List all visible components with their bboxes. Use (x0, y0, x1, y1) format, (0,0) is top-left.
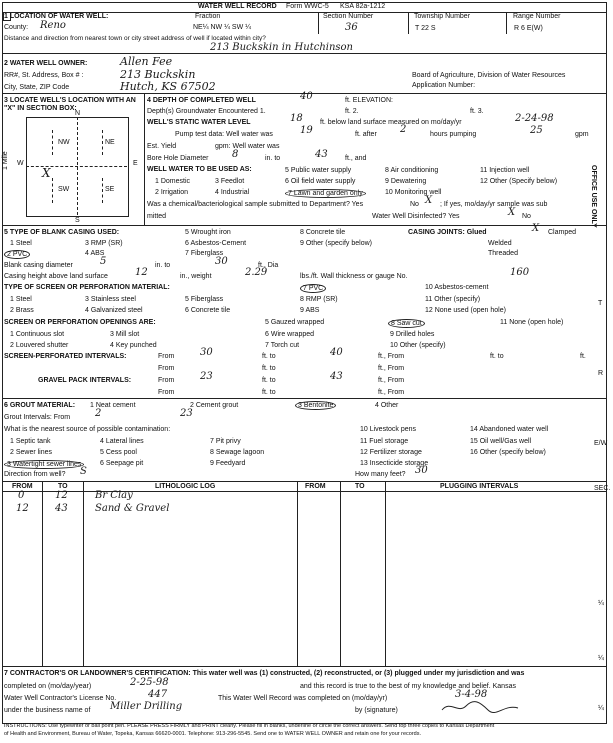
casing-rmp[interactable]: 3 RMP (SR) (85, 240, 123, 247)
screen-other[interactable]: 11 Other (specify) (425, 296, 481, 303)
opening-saw-cut[interactable] (388, 319, 425, 328)
source-cess-pool[interactable]: 5 Cess pool (100, 449, 137, 456)
screen-pvc-circled: 7 PVC (300, 284, 326, 293)
office-ew-mark: E/W (594, 440, 608, 447)
casing-concrete[interactable]: 8 Concrete tile (300, 229, 346, 236)
perf-ft-from-label: ft., From (378, 353, 405, 360)
source-watertight[interactable] (4, 460, 84, 469)
section-number-value: 36 (345, 22, 358, 33)
use-injection[interactable]: 11 Injection well (480, 167, 530, 174)
casing-height-tail: in., weight (180, 273, 212, 280)
screen-brass[interactable]: 2 Brass (10, 307, 34, 314)
casing-joints-label: CASING JOINTS: Glued (408, 229, 487, 236)
north-label: N (75, 110, 81, 117)
range-value: R 6 E(W) (514, 25, 543, 32)
grout-to: 23 (180, 408, 193, 419)
license-label: Water Well Contractor's License No. (4, 695, 117, 702)
casing-steel[interactable]: 1 Steel (10, 240, 32, 247)
perf-ft-to-label-2: ft. to (490, 353, 504, 360)
groundwater-label: Depth(s) Groundwater Encountered 1. (147, 108, 266, 115)
use-industrial[interactable]: 4 Industrial (215, 189, 250, 196)
gravel-from-label: From (158, 377, 175, 384)
city-value: Hutch, KS 67502 (120, 80, 216, 93)
locate-section-label: 3 LOCATE WELL'S LOCATION WITH AN "X" IN SECTION BOX: (4, 97, 136, 112)
use-air-conditioning[interactable]: 8 Air conditioning (385, 167, 439, 174)
address-label: RR#, St. Address, Box # : (4, 72, 84, 79)
grout-neat-cement[interactable]: 1 Neat cement (90, 402, 136, 409)
joints-clamped[interactable]: Clamped (548, 229, 577, 236)
source-fuel[interactable]: 11 Fuel storage (360, 438, 409, 445)
source-abandoned-well[interactable]: 14 Abandoned water well (470, 426, 549, 433)
city-label: City, State, ZIP Code (4, 84, 70, 91)
casing-wrought-iron[interactable]: 5 Wrought iron (185, 229, 231, 236)
how-many-feet-label: How many feet? (355, 471, 406, 478)
use-lawn-garden[interactable] (285, 189, 366, 198)
casing-height: 12 (135, 267, 148, 278)
grout-section-label: 6 GROUT MATERIAL: (4, 402, 76, 409)
perf-from-label: From (158, 353, 175, 360)
screen-galvanized[interactable]: 4 Galvanized steel (85, 307, 143, 314)
office-use-only: OFFICE USE ONLY (590, 165, 597, 228)
log-row-1-to: 12 (55, 490, 68, 501)
opening-gauzed[interactable]: 5 Gauzed wrapped (265, 319, 325, 326)
disinfected-no-mark: X (508, 207, 516, 218)
board-label: Board of Agriculture, Division of Water Resources (412, 72, 566, 79)
completed-tail: and this record is true to the best of my knowledge and belief. Kansas (300, 683, 516, 690)
use-domestic[interactable]: 1 Domestic (155, 178, 191, 185)
bore-in-to-label: in. to (265, 155, 281, 162)
sample-no-label: No (410, 201, 419, 208)
source-pit-privy[interactable]: 7 Pit privy (210, 438, 241, 445)
use-irrigation[interactable]: 2 Irrigation (155, 189, 189, 196)
perf-ft-label: ft. (580, 353, 586, 360)
gravel-from-label-2: From (158, 389, 175, 396)
mile-label: 1 Mile (2, 151, 9, 170)
plugging-intervals-header: PLUGGING INTERVALS (440, 483, 519, 490)
well-location-mark: X (42, 166, 51, 180)
use-other[interactable]: 12 Other (Specify below) (480, 178, 558, 185)
office-sec-mark: SEC. (594, 485, 611, 492)
sample-no-mark: X (425, 195, 433, 206)
signature-label: by (signature) (355, 707, 398, 714)
opening-drilled[interactable]: 9 Drilled holes (390, 331, 435, 338)
grout-intervals-label: Grout Intervals: From (4, 414, 71, 421)
screen-pvc[interactable] (300, 284, 326, 293)
west-label: W (17, 160, 24, 167)
grout-other[interactable]: 4 Other (375, 402, 399, 409)
perf-ft-to-label: ft. to (262, 353, 276, 360)
bore-depth: 43 (315, 149, 328, 160)
county-label: County: (4, 24, 29, 31)
opening-wire[interactable]: 6 Wire wrapped (265, 331, 315, 338)
log-row-2-desc: Sand & Gravel (95, 503, 170, 514)
screen-rmp[interactable]: 8 RMP (SR) (300, 296, 338, 303)
screen-concrete[interactable]: 6 Concrete tile (185, 307, 231, 314)
static-level-date: 2-24-98 (515, 113, 554, 124)
sample-tail-label: ; If yes, mo/day/yr sample was sub (440, 201, 548, 208)
direction-label: Direction from well? (4, 471, 66, 478)
instructions-line-2: of Health and Environment, Bureau of Water, Topeka, Kansas 66620-0001. Telephone: 913-296-5545. Send one to WATER WELL OWNER and retain one for your records. (4, 731, 422, 737)
township-label: Township Number (414, 13, 471, 20)
opening-louvered[interactable]: 2 Louvered shutter (10, 342, 69, 349)
se-label: SE (105, 186, 115, 193)
perf-from: 30 (200, 347, 213, 358)
elevation-label: ft. ELEVATION: (345, 97, 393, 104)
range-label: Range Number (513, 13, 561, 20)
casing-section-label: 5 TYPE OF BLANK CASING USED: (4, 229, 120, 236)
record-completed-date: 3-4-98 (455, 689, 488, 700)
disinfected-label: Water Well Disinfected? Yes (372, 213, 460, 220)
screen-abs[interactable]: 9 ABS (300, 307, 320, 314)
office-r-mark: R (598, 370, 604, 377)
bore-label: Bore Hole Diameter (147, 155, 209, 162)
use-dewatering[interactable]: 9 Dewatering (385, 178, 427, 185)
opening-saw-cut-circled: 8 Saw cut (388, 319, 425, 328)
section-number-label: Section Number (323, 13, 374, 20)
log-row-1-desc: Br Clay (95, 490, 133, 501)
township-value: T 22 S (415, 25, 436, 32)
perf-from-label-2: From (158, 365, 175, 372)
sample-label: Was a chemical/bacteriological sample submitted to Department? Yes (147, 201, 364, 208)
opening-torch[interactable]: 7 Torch cut (265, 342, 300, 349)
source-sewer[interactable]: 2 Sewer lines (10, 449, 53, 456)
pump-test-label: Pump test data: Well water was (175, 131, 273, 138)
opening-key-punched[interactable]: 4 Key punched (110, 342, 157, 349)
source-livestock[interactable]: 10 Livestock pens (360, 426, 417, 433)
casing-fiberglass[interactable]: 7 Fiberglass (185, 250, 224, 257)
bore-diameter: 8 (232, 149, 239, 160)
ne-label: NE (105, 139, 115, 146)
opening-other[interactable]: 10 Other (specify) (390, 342, 446, 349)
pump-after-label: ft. after (355, 131, 377, 138)
owner-name: Allen Fee (120, 55, 173, 68)
casing-diameter-label: Blank casing diameter (4, 262, 73, 269)
business-name: Miller Drilling (110, 701, 183, 712)
source-other[interactable]: 16 Other (specify below) (470, 449, 546, 456)
joints-welded[interactable]: Welded (488, 240, 512, 247)
plug-from-header: FROM (305, 483, 326, 490)
source-seepage[interactable]: 6 Seepage pit (100, 460, 144, 467)
fraction-label: Fraction (195, 13, 221, 20)
form-title: WATER WELL RECORD (198, 3, 277, 10)
completed-date: 2-25-98 (130, 677, 169, 688)
source-lateral[interactable]: 4 Lateral lines (100, 438, 144, 445)
pump-gpm: 25 (530, 125, 543, 136)
pump-level: 19 (300, 125, 313, 136)
casing-diameter-tail: in. to (155, 262, 171, 269)
gravel-ft-from-label-2: ft., From (378, 389, 405, 396)
casing-pvc[interactable] (4, 250, 30, 259)
perf-ft-to-label-3: ft. to (262, 365, 276, 372)
address-value: 213 Buckskin (120, 68, 196, 81)
openings-label: SCREEN OR PERFORATION OPENINGS ARE: (4, 319, 156, 326)
lithologic-log-header: LITHOLOGIC LOG (155, 483, 216, 490)
owner-section-label: 2 WATER WELL OWNER: (4, 60, 88, 67)
perforated-intervals-label: SCREEN-PERFORATED INTERVALS: (4, 353, 127, 360)
joints-threaded[interactable]: Threaded (488, 250, 518, 257)
grout-from: 2 (95, 408, 102, 419)
casing-pvc-circled: 2 PVC (4, 250, 30, 259)
use-oil-field[interactable]: 6 Oil field water supply (285, 178, 356, 185)
signature-scribble (440, 700, 520, 714)
office-quarter-2: ¼ (598, 655, 604, 662)
log-from-header: FROM (12, 483, 33, 490)
record-completed-label: This Water Well Record was completed on (mo/day/yr) (218, 695, 388, 702)
casing-abs[interactable]: 4 ABS (85, 250, 105, 257)
directions-label: Distance and direction from nearest town or city street address of well if located within city? (4, 35, 266, 42)
opening-continuous[interactable]: 1 Continuous slot (10, 331, 65, 338)
log-row-1-from: 0 (18, 490, 25, 501)
perf-to: 40 (330, 347, 343, 358)
use-lawn-garden-circled: 7 Lawn and garden only (285, 189, 366, 198)
casing-other[interactable]: 9 Other (specify below) (300, 240, 372, 247)
gpm-label: gpm (575, 131, 589, 138)
screen-asbestos[interactable]: 10 Asbestos-cement (425, 284, 489, 291)
grout-cement[interactable]: 2 Cement grout (190, 402, 239, 409)
static-level-value: 18 (290, 113, 303, 124)
how-many-feet-value: 30 (415, 465, 428, 476)
statute-ref: KSA 82a-1212 (340, 3, 386, 10)
use-public-supply[interactable]: 5 Public water supply (285, 167, 352, 174)
gravel-ft-from-label: ft., From (378, 377, 405, 384)
application-label: Application Number: (412, 82, 476, 89)
depth-value: 40 (300, 91, 313, 102)
mitted-label: mitted (147, 213, 167, 220)
joints-glued-mark: X (532, 223, 540, 234)
casing-diameter: 5 (100, 256, 107, 267)
grout-bentonite-circled: 3 Bentonite (295, 401, 336, 410)
gravel-pack-label: GRAVEL PACK INTERVALS: (38, 377, 132, 384)
casing-weight: 2.29 (245, 267, 268, 278)
casing-weight-tail: lbs./ft. Wall thickness or gauge No. (300, 273, 408, 280)
groundwater-3-label: ft. 3. (470, 108, 484, 115)
source-oil-gas-well[interactable]: 15 Oil well/Gas well (470, 438, 532, 445)
log-row-2-from: 12 (16, 503, 29, 514)
use-label: WELL WATER TO BE USED AS: (147, 166, 252, 173)
casing-gauge: 160 (510, 267, 530, 278)
license-number: 447 (148, 689, 168, 700)
signature (440, 700, 520, 717)
opening-none[interactable]: 11 None (open hole) (500, 319, 564, 326)
use-feedlot[interactable]: 3 Feedlot (215, 178, 245, 185)
casing-asbestos[interactable]: 6 Asbestos-Cement (185, 240, 247, 247)
screen-stainless[interactable]: 3 Stainless steel (85, 296, 136, 303)
perf-ft-from-label-2: ft., From (378, 365, 405, 372)
business-name-label: under the business name of (4, 707, 91, 714)
plug-to-header: TO (355, 483, 365, 490)
gravel-ft-to-label: ft. to (262, 377, 276, 384)
source-septic[interactable]: 1 Septic tank (10, 438, 51, 445)
gravel-from: 23 (200, 371, 213, 382)
source-fertilizer[interactable]: 12 Fertilizer storage (360, 449, 422, 456)
completed-on-label: completed on (mo/day/year) (4, 683, 92, 690)
yield-label: Est. Yield (147, 143, 177, 150)
office-quarter-3: ¼ (598, 705, 604, 712)
contamination-label: What is the nearest source of possible contamination: (4, 426, 171, 433)
gravel-to: 43 (330, 371, 343, 382)
instructions-line-1: INSTRUCTIONS: Use typewriter or ball point pen. PLEASE PRESS FIRMLY and PRINT clearly. Please fill in blanks, underline or circle the correct answers. Send top three copies to Kansas Department (4, 723, 495, 729)
groundwater-2-label: ft. 2. (345, 108, 359, 115)
directions-value: 213 Buckskin in Hutchinson (210, 42, 353, 53)
source-watertight-circled: 3 Watertight sewer lines (4, 460, 84, 469)
bore-tail-label: ft., and (345, 155, 367, 162)
screen-fiberglass[interactable]: 5 Fiberglass (185, 296, 224, 303)
source-feedyard[interactable]: 9 Feedyard (210, 460, 246, 467)
nw-label: NW (58, 139, 70, 146)
grout-bentonite[interactable] (295, 401, 336, 410)
static-level-tail: ft. below land surface measured on mo/day/yr (320, 119, 462, 126)
county-value: Reno (40, 20, 66, 31)
pump-hours-label: hours pumping (430, 131, 477, 138)
fraction-value: NE¼ NW ¼ SW ¼ (193, 24, 251, 31)
depth-section-label: 4 DEPTH OF COMPLETED WELL (147, 97, 256, 104)
sw-label: SW (58, 186, 70, 193)
east-label: E (133, 160, 138, 167)
screen-none[interactable]: 12 None used (open hole) (425, 307, 506, 314)
source-lagoon[interactable]: 8 Sewage lagoon (210, 449, 265, 456)
source-insecticide[interactable]: 13 Insecticide storage (360, 460, 429, 467)
disinfected-no-label: No (522, 213, 531, 220)
use-monitoring[interactable]: 10 Monitoring well (385, 189, 442, 196)
location-section-label: 1 LOCATION OF WATER WELL: (4, 13, 109, 20)
log-row-2-to: 43 (55, 503, 68, 514)
static-level-label: WELL'S STATIC WATER LEVEL (147, 119, 251, 126)
south-label: S (75, 217, 80, 224)
casing-depth: 30 (215, 256, 228, 267)
certification-text: 7 CONTRACTOR'S OR LANDOWNER'S CERTIFICATION: This water well was (1) constructed, (2) reconstructed, or (3) plugged under my jurisdiction and was (4, 670, 525, 677)
casing-height-label: Casing height above land surface (4, 273, 108, 280)
direction-value: S (80, 466, 87, 477)
log-to-header: TO (58, 483, 68, 490)
opening-mill-slot[interactable]: 3 Mill slot (110, 331, 140, 338)
casing-ft-dia-label: ft., Dia (258, 262, 279, 269)
screen-material-label: TYPE OF SCREEN OR PERFORATION MATERIAL: (4, 284, 170, 291)
office-t-mark: T (598, 300, 603, 307)
screen-steel[interactable]: 1 Steel (10, 296, 32, 303)
pump-hours: 2 (400, 124, 407, 135)
yield-mid-label: gpm: Well water was (215, 143, 280, 150)
form-id: Form WWC-5 (286, 3, 329, 10)
office-quarter-1: ¼ (598, 600, 604, 607)
gravel-ft-to-label-2: ft. to (262, 389, 276, 396)
